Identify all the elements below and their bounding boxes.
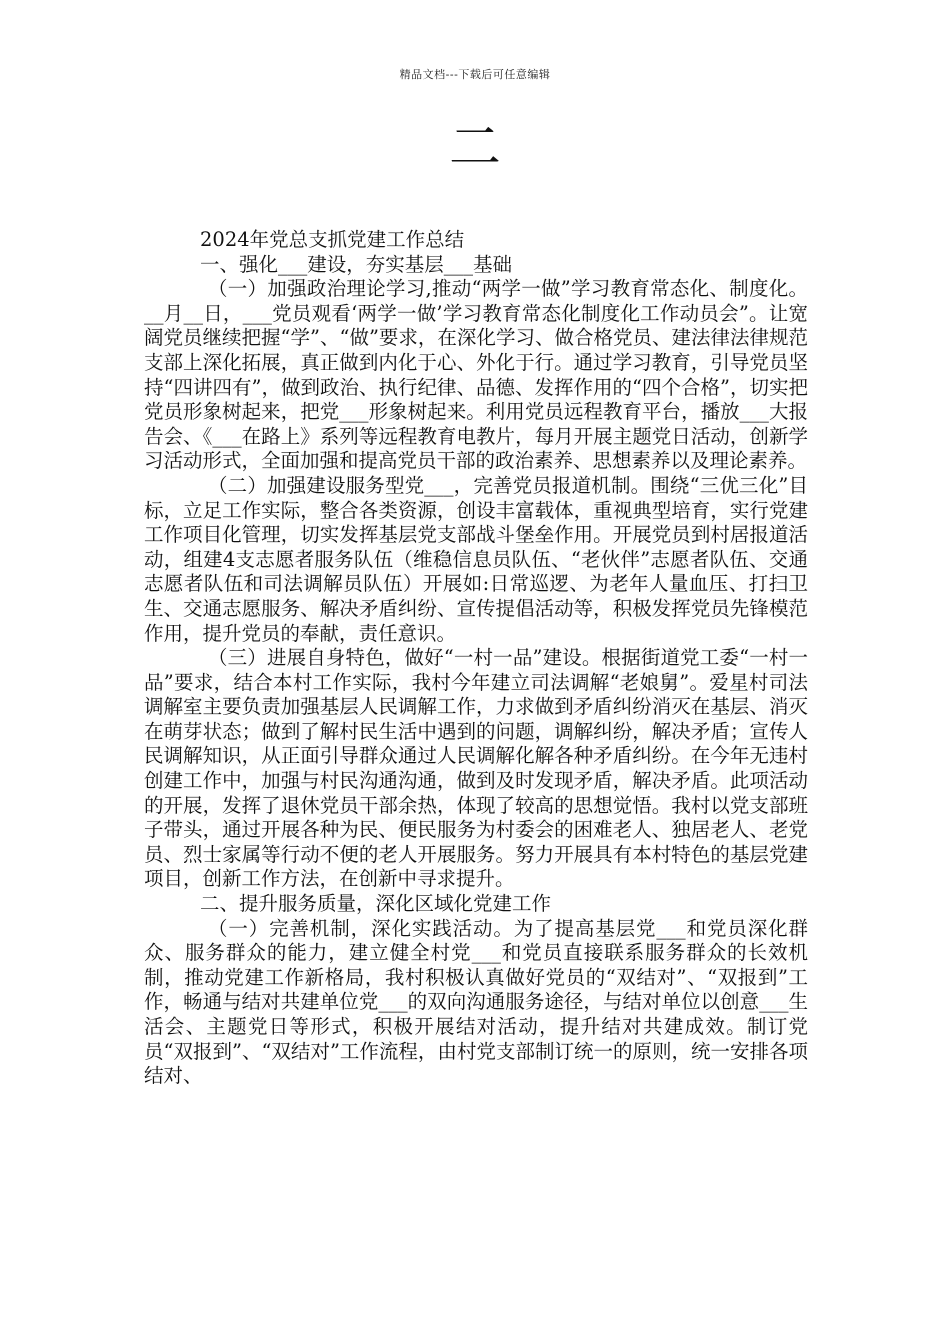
paragraph-2: （二）加强建设服务型党___，完善党员报道机制。围绕“三优三化”目标，立足工作实际，整合各类资源，创设丰富载体，重视典型培育，实行党建工作项目化管理，切实发挥基层党支部战斗堡垒作用。开展党员到村居报道活动，组建4支志愿者服务队伍（维稳信息员队伍、“老伙伴”志愿者队伍、交通志愿者队伍和司法调解员队伍）开展如:日常巡逻、为老年人量血压、打扫卫生、交通志愿服务、解决矛盾纠纷、宣传提倡活动等，积极发挥党员先锋模范作用，提升党员的奉献，责任意识。 <box>144 473 808 645</box>
header-note: 精品文档---下载后可任意编辑 <box>399 68 551 81</box>
section-heading-2: 二、提升服务质量，深化区域化党建工作 <box>200 892 552 916</box>
section-heading-1: 一、强化___建设，夯实基层___基础 <box>200 252 513 276</box>
paragraph-1: （一）加强政治理论学习,推动“两学一做”学习教育常态化、制度化。__月__日，___党员观看‘两学一做’学习教育常态化制度化工作动员会”。让宽阔党员继续把握“学”、“做”要求，在深化学习、做合格党员、建法律法律规范支部上深化拓展，真正做到内化于心、外化于行。通过学习教育，引导党员坚持“四讲四有”，做到政治、执行纪律、品德、发挥作用的“四个合格”，切实把党员形象树起来，把党___形象树起来。利用党员远程教育平台，播放___大报告会、《___在路上》系列等远程教育电教片，每月开展主题党日活动，创新学习活动形式，全面加强和提高党员干部的政治素养、思想素养以及理论素养。 <box>144 277 808 473</box>
paragraph-3: （三）进展自身特色，做好“一村一品”建设。根据街道党工委“一村一品”要求，结合本村工作实际，我村今年建立司法调解“老娘舅”。爱星村司法调解室主要负责加强基层人民调解工作，力求做到矛盾纠纷消灭在基层、消灭在萌芽状态；做到了解村民生活中遇到的问题，调解纠纷，解决矛盾；宣传人民调解知识，从正面引导群众通过人民调解化解各种矛盾纠纷。在今年无违村创建工作中，加强与村民沟通沟通，做到及时发现矛盾，解决矛盾。此项活动的开展，发挥了退休党员干部余热，体现了较高的思想觉悟。我村以党支部班子带头，通过开展各种为民、便民服务为村委会的困难老人、独居老人、老党员、烈士家属等行动不便的老人开展服务。努力开展具有本村特色的基层党建项目，创新工作方法，在创新中寻求提升。 <box>144 646 808 891</box>
paragraph-4: （一）完善机制，深化实践活动。为了提高基层党___和党员深化群众、服务群众的能力，建立健全村党___和党员直接联系服务群众的长效机制，推动党建工作新格局，我村积极认真做好党员的“双结对”、“双报到”工作，畅通与结对共建单位党___的双向沟通服务途径，与结对单位以创意___生活会、主题党日等形式，积极开展结对活动，提升结对共建成效。制订党员“双报到”、“双结对”工作流程，由村党支部制订统一的原则，统一安排各项结对、 <box>144 916 808 1088</box>
page-big-character: 二 <box>448 118 501 178</box>
document-body <box>144 228 808 1089</box>
document-title: 2024年党总支抓党建工作总结 <box>200 228 465 251</box>
